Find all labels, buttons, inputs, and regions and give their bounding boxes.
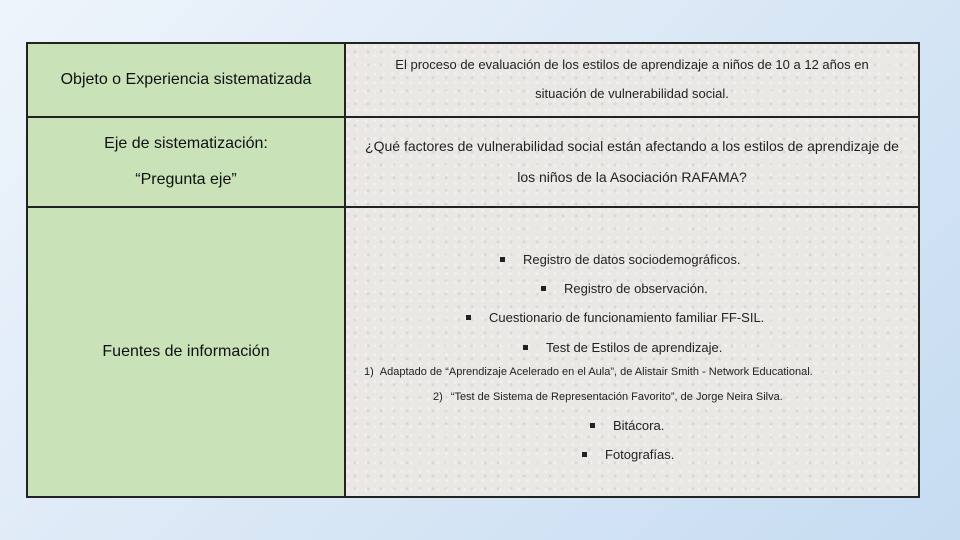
row-content-object — [345, 43, 919, 117]
row-content-sources — [345, 207, 919, 497]
list-item-text: Test de Estilos de aprendizaje. — [546, 340, 723, 355]
bullet-icon — [541, 286, 546, 291]
list-item-text: Registro de datos sociodemográficos. — [523, 252, 741, 267]
list-item-text: Adaptado de “Aprendizaje Acelerado en el Aula”, de Alistair Smith - Network Educational. — [379, 366, 813, 378]
list-item-text: Fotografías. — [605, 447, 675, 462]
content-line: situación de vulnerabilidad social. — [535, 86, 729, 101]
list-item — [433, 391, 783, 403]
bullet-icon — [523, 345, 528, 350]
list-item-text: Registro de observación. — [564, 281, 708, 296]
row-content-question — [345, 117, 919, 207]
row-label-text: Fuentes de información — [102, 343, 270, 361]
content-line: ¿Qué factores de vulnerabilidad social están afectando a los estilos de aprendizaje de — [365, 138, 899, 155]
row-label-axis — [27, 117, 345, 207]
list-item — [582, 447, 674, 462]
list-item-number: 2) — [433, 391, 443, 403]
bullet-icon — [590, 423, 595, 428]
list-item-text: Bitácora. — [613, 418, 665, 433]
bullet-icon — [500, 257, 505, 262]
list-item-text: Cuestionario de funcionamiento familiar FF-SIL. — [489, 310, 765, 325]
list-item — [523, 340, 722, 355]
bullet-icon — [582, 452, 587, 457]
row-label-subtext: “Pregunta eje” — [135, 171, 237, 188]
list-item — [466, 310, 764, 325]
row-label-text: Eje de sistematización: — [104, 135, 268, 153]
row-label-object — [27, 43, 345, 117]
row-label-text: Objeto o Experiencia sistematizada — [60, 71, 312, 89]
list-item-number: 1) — [364, 366, 374, 378]
content-line: El proceso de evaluación de los estilos de aprendizaje a niños de 10 a 12 años en — [395, 57, 869, 73]
list-item — [500, 252, 741, 267]
sources-list — [346, 208, 918, 496]
row-label-sources — [27, 207, 345, 497]
list-item — [541, 281, 708, 296]
list-item — [364, 366, 813, 378]
bullet-icon — [466, 315, 471, 320]
content-line: los niños de la Asociación RAFAMA? — [517, 169, 747, 185]
info-table — [26, 42, 920, 498]
list-item — [590, 418, 664, 433]
list-item-text: “Test de Sistema de Representación Favorito”, de Jorge Neira Silva. — [450, 391, 783, 403]
